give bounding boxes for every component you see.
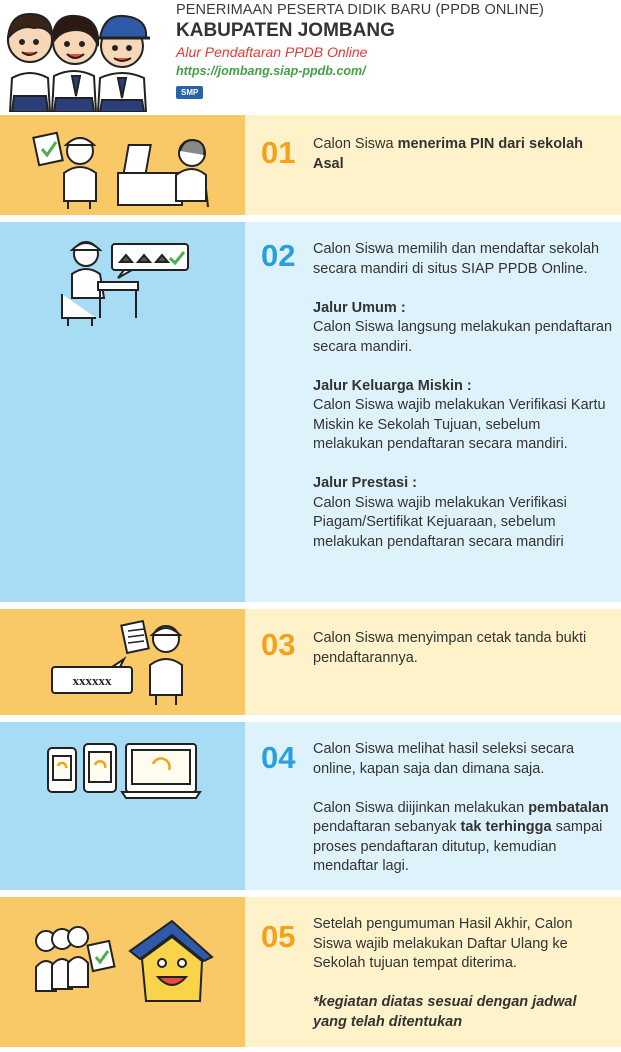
print-receipt-icon [0,609,245,715]
devices-icon [0,722,245,822]
step-05-text: Setelah pengumuman Hasil Akhir, Calon Siswa wajib melakukan Daftar Ulang ke Sekolah tujuan tempat diterima. *kegiatan diatas sesuai dengan jadwal yang telah ditentukan [313,915,613,1032]
header [0,0,621,112]
step-04-text: Calon Siswa melihat hasil seleksi secara online, kapan saja dan dimana saja. Calon Siswa diijinkan melakukan pembatalan pendaftaran sebanyak tak terhingga sampai proses pendaftaran ditutup, kemudian mendaftar lagi. [313,741,609,874]
step-02-illustration [0,222,245,602]
re-registration-school-icon [0,897,245,1047]
step-01-illustration [0,115,245,215]
step-01-text: Calon Siswa menerima PIN dari sekolah Asal [313,136,583,172]
level-badge: SMP [176,86,203,99]
students-illustration-icon [0,0,170,112]
step-number: 01 [261,135,296,170]
header-url-link[interactable]: https://jombang.siap-ppdb.com/ [176,64,366,78]
step-02 [0,222,621,602]
receipt-code-bubble: xxxxxx [72,673,112,688]
header-title-line1: PENERIMAAN PESERTA DIDIK BARU (PPDB ONLINE) [176,2,544,18]
step-number: 03 [261,627,296,662]
schedule-note: *kegiatan diatas sesuai dengan jadwal yang telah ditentukan [313,994,577,1030]
step-05-textbox [245,897,621,1047]
step-03 [0,609,621,715]
online-register-icon [0,222,245,332]
step-number: 05 [261,919,296,954]
step-01 [0,115,621,215]
step-05-illustration [0,897,245,1047]
step-02-text: Calon Siswa memilih dan mendaftar sekolah secara mandiri di situs SIAP PPDB Online. Jalur Umum : Calon Siswa langsung melakukan pendaftaran secara mandiri. Jalur Keluarga Miskin : Calon Siswa wajib melakukan Verifikasi Kartu Miskin ke Sekolah Tujuan, sebelum melakukan pendaftaran secara mandiri. Jalur Prestasi : Calon Siswa wajib melakukan Verifikasi Piagam/Sertifikat Kejuaraan, sebelum melakukan pendaftaran secara mandiri [313,241,613,550]
step-03-text: Calon Siswa menyimpan cetak tanda bukti pendaftarannya. [313,630,587,666]
header-title-line2: KABUPATEN JOMBANG [176,20,395,41]
header-subtitle: Alur Pendaftaran PPDB Online [176,44,368,60]
step-02-textbox [245,222,621,602]
step-04-textbox [245,722,621,890]
step-03-illustration [0,609,245,715]
step-01-textbox [245,115,621,215]
step-number: 04 [261,740,296,775]
step-number: 02 [261,238,296,273]
receive-pin-icon [0,115,245,215]
step-04-illustration [0,722,245,890]
step-04 [0,722,621,890]
step-05 [0,897,621,1047]
step-03-textbox [245,609,621,715]
